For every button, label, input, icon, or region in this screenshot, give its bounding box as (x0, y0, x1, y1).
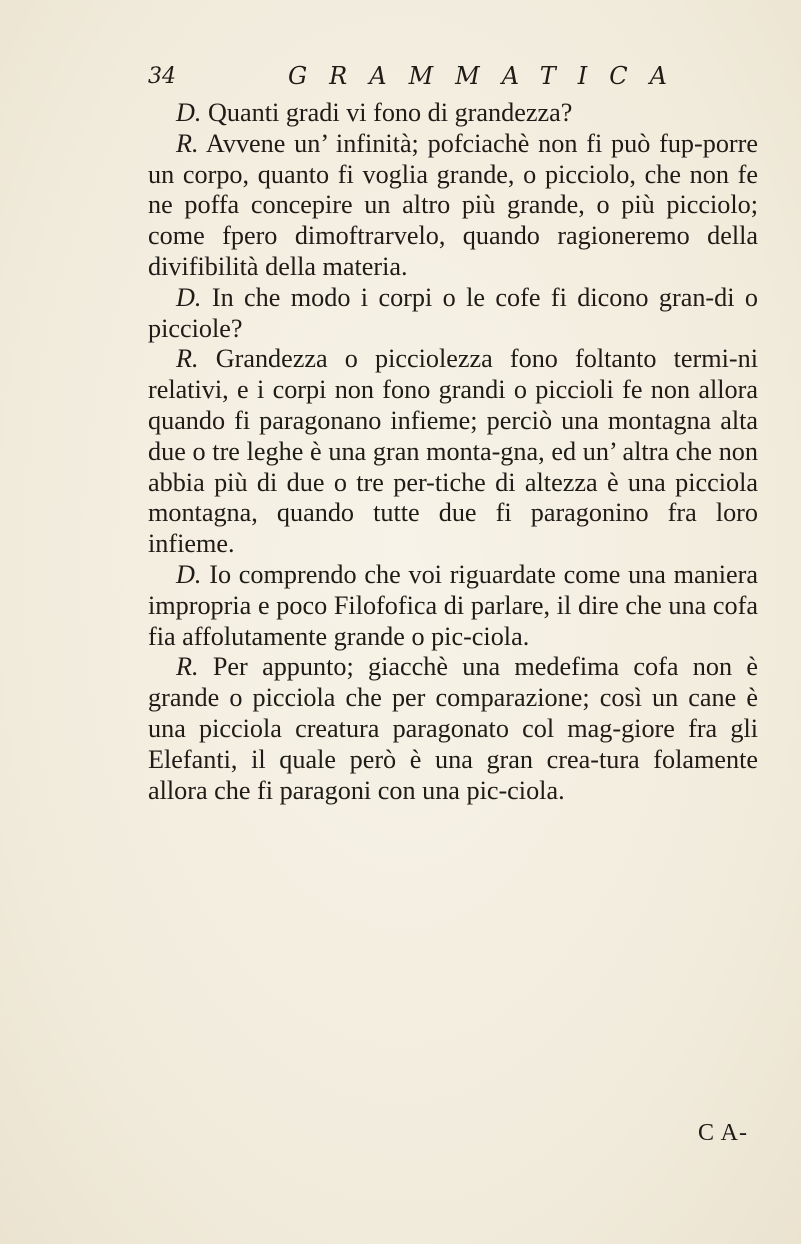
speaker-label: D. (176, 559, 202, 589)
paragraph (148, 344, 758, 560)
paragraph-text: Avvene un’ infinità; pofciachè non fi può fup-porre un corpo, quanto fi voglia grande, o picciolo, che non fe ne poffa concepire un altro più grande, o più picciolo; come fpero dimoftrarvelo, quando ragioneremo della divifibilità della materia. (148, 128, 758, 281)
paragraph-text: Quanti gradi vi fono di grandezza? (201, 98, 573, 127)
speaker-label: D. (176, 98, 202, 127)
catchword: C A- (698, 1120, 749, 1146)
page-number: 34 (148, 64, 176, 89)
paragraph (148, 98, 758, 129)
paragraph-text: Io comprendo che voi riguardate come una maniera impropria e poco Filofofica di parlare, il dire che una cofa fia affolutamente grande o pic-ciola. (148, 559, 758, 651)
paragraph (148, 129, 758, 283)
speaker-label: R. (176, 652, 199, 682)
paragraph (148, 652, 758, 806)
speaker-label: R. (176, 344, 199, 374)
paragraph (148, 560, 758, 652)
paragraph-text: Per appunto; giacchè una medefima cofa non è grande o picciola che per comparazione; così un cane è una picciola creatura paragonato col mag-giore fra gli Elefanti, il quale però è una gran crea-tura folamente allora che fi paragoni con una pic-ciola. (148, 652, 758, 805)
body-text (148, 98, 758, 806)
paragraph-text: In che modo i corpi o le cofe fi dicono gran-di o picciole? (148, 282, 758, 343)
paragraph-text: Grandezza o picciolezza fono foltanto termi-ni relativi, e i corpi non fono grandi o piccioli fe non allora quando fi paragonano infieme; perciò una montagna alta due o tre leghe è una gran monta-gna, ed un’ altra che non abbia più di due o tre per-tiche di altezza è una picciola montagna, quando tutte due fi paragonino fra loro infieme. (148, 344, 758, 559)
speaker-label: D. (176, 282, 202, 312)
running-title: GRAMMATICA (288, 62, 689, 90)
page-header (148, 62, 689, 98)
paragraph (148, 283, 758, 345)
speaker-label: R. (176, 128, 199, 158)
